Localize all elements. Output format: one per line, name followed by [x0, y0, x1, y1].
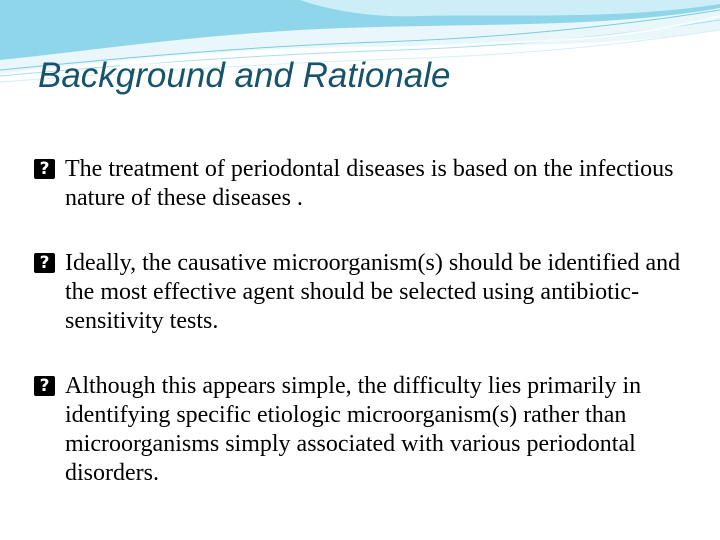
bullet-text: The treatment of periodontal diseases is based on the infectious nature of these diseases . — [65, 156, 674, 211]
missing-glyph-bullet-icon: ? — [34, 253, 55, 273]
bullet-item — [34, 155, 684, 213]
bullet-text: Ideally, the causative microorganism(s) should be identified and the most effective agent should be selected using antibiotic-sensitivity tests. — [65, 250, 681, 334]
bullet-text: Although this appears simple, the difficulty lies primarily in identifying specific etiologic microorganism(s) rather than microorganisms simply associated with various periodontal disorders. — [65, 373, 642, 486]
slide-title: Background and Rationale — [38, 56, 451, 95]
missing-glyph-bullet-icon: ? — [34, 376, 55, 396]
bullet-list — [34, 155, 684, 488]
bullet-item — [34, 249, 684, 336]
bullet-item — [34, 372, 684, 488]
missing-glyph-bullet-icon: ? — [34, 159, 55, 179]
